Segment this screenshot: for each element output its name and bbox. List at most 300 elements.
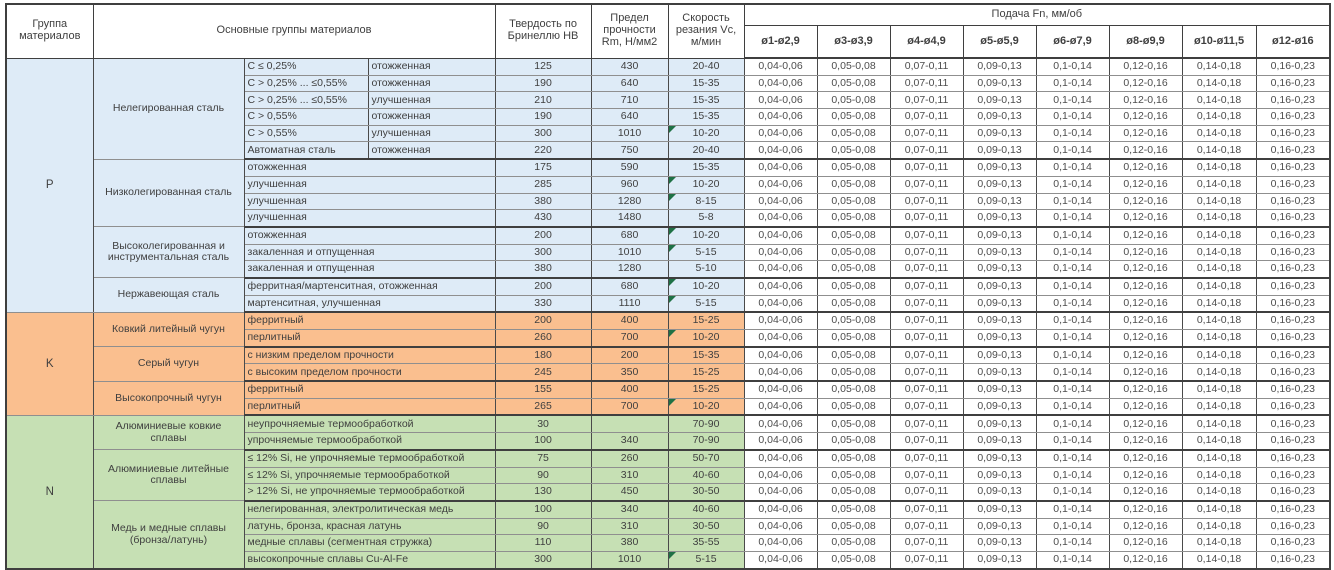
- feed-cell: 0,12-0,16: [1109, 551, 1182, 568]
- feed-cell: 0,07-0,11: [890, 467, 963, 484]
- subgroup-cell: Нержавеющая сталь: [93, 278, 244, 312]
- feed-cell: 0,14-0,18: [1182, 484, 1256, 501]
- feed-cell: 0,14-0,18: [1182, 467, 1256, 484]
- feed-cell: 0,1-0,14: [1036, 398, 1109, 415]
- feed-cell: 0,05-0,08: [817, 58, 890, 75]
- speed-cell: 20-40: [668, 142, 744, 159]
- speed-cell: 70-90: [668, 415, 744, 432]
- feed-cell: 0,05-0,08: [817, 210, 890, 227]
- feed-cell: 0,14-0,18: [1182, 176, 1256, 193]
- feed-cell: 0,12-0,16: [1109, 415, 1182, 432]
- speed-cell: 70-90: [668, 433, 744, 450]
- feed-cell: 0,16-0,23: [1256, 261, 1330, 278]
- strength-cell: 1010: [591, 244, 668, 261]
- feed-cell: 0,05-0,08: [817, 347, 890, 364]
- feed-cell: 0,09-0,13: [963, 415, 1036, 432]
- hardness-cell: 190: [495, 75, 591, 92]
- feed-cell: 0,07-0,11: [890, 518, 963, 535]
- feed-cell: 0,16-0,23: [1256, 75, 1330, 92]
- hardness-cell: 300: [495, 244, 591, 261]
- feed-cell: 0,05-0,08: [817, 92, 890, 109]
- feed-cell: 0,16-0,23: [1256, 278, 1330, 295]
- speed-cell: 8-15: [668, 193, 744, 210]
- feed-cell: 0,04-0,06: [744, 109, 817, 126]
- feed-cell: 0,07-0,11: [890, 210, 963, 227]
- feed-cell: 0,1-0,14: [1036, 109, 1109, 126]
- feed-cell: 0,05-0,08: [817, 227, 890, 244]
- feed-cell: 0,09-0,13: [963, 227, 1036, 244]
- feed-cell: 0,16-0,23: [1256, 125, 1330, 142]
- feed-cell: 0,07-0,11: [890, 193, 963, 210]
- feed-cell: 0,12-0,16: [1109, 501, 1182, 518]
- subgroup-cell: Высоколегированная и инструментальная сталь: [93, 227, 244, 278]
- table-row: [6, 501, 1330, 518]
- feed-cell: 0,07-0,11: [890, 261, 963, 278]
- speed-cell: 15-25: [668, 312, 744, 329]
- hardness-cell: 200: [495, 227, 591, 244]
- material-detail-cell: Автоматная сталь: [244, 142, 368, 159]
- strength-cell: 400: [591, 381, 668, 398]
- hardness-cell: 100: [495, 433, 591, 450]
- feed-cell: 0,12-0,16: [1109, 58, 1182, 75]
- feed-cell: 0,12-0,16: [1109, 125, 1182, 142]
- strength-cell: 1280: [591, 193, 668, 210]
- material-detail-cell: медные сплавы (сегментная стружка): [244, 535, 495, 552]
- hardness-cell: 190: [495, 109, 591, 126]
- feed-cell: 0,1-0,14: [1036, 433, 1109, 450]
- feed-cell: 0,05-0,08: [817, 381, 890, 398]
- feed-cell: 0,09-0,13: [963, 109, 1036, 126]
- speed-cell: 5-10: [668, 261, 744, 278]
- feed-cell: 0,16-0,23: [1256, 330, 1330, 347]
- feed-cell: 0,16-0,23: [1256, 501, 1330, 518]
- feed-cell: 0,16-0,23: [1256, 159, 1330, 176]
- feed-cell: 0,16-0,23: [1256, 467, 1330, 484]
- table-row: [6, 347, 1330, 364]
- material-detail-cell: закаленная и отпущенная: [244, 261, 495, 278]
- header-diameter-range: ø12-ø16: [1256, 26, 1330, 59]
- feed-cell: 0,09-0,13: [963, 347, 1036, 364]
- feed-cell: 0,07-0,11: [890, 484, 963, 501]
- feed-cell: 0,07-0,11: [890, 278, 963, 295]
- material-detail-cell: отожженная: [368, 58, 495, 75]
- hardness-cell: 125: [495, 58, 591, 75]
- feed-cell: 0,05-0,08: [817, 125, 890, 142]
- material-detail-cell: C ≤ 0,25%: [244, 58, 368, 75]
- speed-cell: 15-35: [668, 159, 744, 176]
- feed-cell: 0,07-0,11: [890, 501, 963, 518]
- feed-cell: 0,16-0,23: [1256, 433, 1330, 450]
- feed-cell: 0,04-0,06: [744, 58, 817, 75]
- feed-cell: 0,14-0,18: [1182, 92, 1256, 109]
- feed-cell: 0,16-0,23: [1256, 398, 1330, 415]
- feed-cell: 0,09-0,13: [963, 518, 1036, 535]
- feed-cell: 0,1-0,14: [1036, 347, 1109, 364]
- strength-cell: 380: [591, 535, 668, 552]
- hardness-cell: 330: [495, 295, 591, 312]
- feed-cell: 0,09-0,13: [963, 551, 1036, 568]
- feed-cell: 0,04-0,06: [744, 433, 817, 450]
- material-detail-cell: высокопрочные сплавы Cu-Al-Fe: [244, 551, 495, 568]
- strength-cell: [591, 415, 668, 432]
- subgroup-cell: Алюминиевые ковкие сплавы: [93, 415, 244, 449]
- material-detail-cell: улучшенная: [368, 125, 495, 142]
- hardness-cell: 380: [495, 261, 591, 278]
- feed-cell: 0,09-0,13: [963, 278, 1036, 295]
- feed-cell: 0,12-0,16: [1109, 433, 1182, 450]
- strength-cell: 1480: [591, 210, 668, 227]
- feed-cell: 0,1-0,14: [1036, 210, 1109, 227]
- feed-cell: 0,07-0,11: [890, 312, 963, 329]
- feed-cell: 0,05-0,08: [817, 535, 890, 552]
- feed-cell: 0,1-0,14: [1036, 450, 1109, 467]
- hardness-cell: 200: [495, 312, 591, 329]
- material-detail-cell: C > 0,25% ... ≤0,55%: [244, 75, 368, 92]
- speed-cell: 35-55: [668, 535, 744, 552]
- feed-cell: 0,04-0,06: [744, 125, 817, 142]
- feed-cell: 0,04-0,06: [744, 347, 817, 364]
- feed-cell: 0,07-0,11: [890, 347, 963, 364]
- material-detail-cell: отожженная: [368, 109, 495, 126]
- feed-cell: 0,1-0,14: [1036, 75, 1109, 92]
- feed-cell: 0,1-0,14: [1036, 193, 1109, 210]
- feed-cell: 0,09-0,13: [963, 75, 1036, 92]
- feed-cell: 0,1-0,14: [1036, 312, 1109, 329]
- feed-cell: 0,12-0,16: [1109, 347, 1182, 364]
- feed-cell: 0,05-0,08: [817, 193, 890, 210]
- strength-cell: 700: [591, 330, 668, 347]
- strength-cell: 640: [591, 109, 668, 126]
- feed-cell: 0,04-0,06: [744, 278, 817, 295]
- hardness-cell: 90: [495, 467, 591, 484]
- header-diameter-range: ø8-ø9,9: [1109, 26, 1182, 59]
- hardness-cell: 175: [495, 159, 591, 176]
- feed-cell: 0,05-0,08: [817, 142, 890, 159]
- feed-cell: 0,04-0,06: [744, 364, 817, 381]
- feed-cell: 0,14-0,18: [1182, 501, 1256, 518]
- feed-cell: 0,09-0,13: [963, 364, 1036, 381]
- feed-cell: 0,16-0,23: [1256, 450, 1330, 467]
- feed-cell: 0,14-0,18: [1182, 75, 1256, 92]
- speed-cell: 15-25: [668, 364, 744, 381]
- feed-cell: 0,12-0,16: [1109, 295, 1182, 312]
- feed-cell: 0,09-0,13: [963, 398, 1036, 415]
- feed-cell: 0,04-0,06: [744, 330, 817, 347]
- note-triangle-icon: [669, 126, 676, 133]
- table-row: [6, 312, 1330, 329]
- feed-cell: 0,05-0,08: [817, 467, 890, 484]
- feed-cell: 0,09-0,13: [963, 433, 1036, 450]
- feed-cell: 0,05-0,08: [817, 398, 890, 415]
- speed-cell: 20-40: [668, 58, 744, 75]
- feed-cell: 0,16-0,23: [1256, 58, 1330, 75]
- feed-cell: 0,1-0,14: [1036, 176, 1109, 193]
- feed-cell: 0,12-0,16: [1109, 210, 1182, 227]
- feed-cell: 0,14-0,18: [1182, 109, 1256, 126]
- speed-cell: 10-20: [668, 176, 744, 193]
- feed-cell: 0,09-0,13: [963, 501, 1036, 518]
- group-cell: N: [6, 415, 93, 568]
- note-triangle-icon: [669, 177, 676, 184]
- feed-cell: 0,1-0,14: [1036, 278, 1109, 295]
- feed-cell: 0,14-0,18: [1182, 347, 1256, 364]
- feed-cell: 0,04-0,06: [744, 501, 817, 518]
- note-triangle-icon: [669, 330, 676, 337]
- table-row: [6, 159, 1330, 176]
- feed-cell: 0,1-0,14: [1036, 467, 1109, 484]
- feed-cell: 0,04-0,06: [744, 92, 817, 109]
- speed-cell: 40-60: [668, 501, 744, 518]
- feed-cell: 0,05-0,08: [817, 501, 890, 518]
- feed-cell: 0,04-0,06: [744, 75, 817, 92]
- feed-cell: 0,04-0,06: [744, 415, 817, 432]
- hardness-cell: 245: [495, 364, 591, 381]
- feed-cell: 0,07-0,11: [890, 142, 963, 159]
- feed-cell: 0,14-0,18: [1182, 125, 1256, 142]
- header-tensile-strength: Предел прочности Rm, Н/мм2: [591, 4, 668, 58]
- feed-cell: 0,09-0,13: [963, 312, 1036, 329]
- material-detail-cell: > 12% Si, не упрочняемые термообработкой: [244, 484, 495, 501]
- feed-cell: 0,1-0,14: [1036, 551, 1109, 568]
- feed-cell: 0,12-0,16: [1109, 176, 1182, 193]
- hardness-cell: 75: [495, 450, 591, 467]
- feed-cell: 0,05-0,08: [817, 261, 890, 278]
- feed-cell: 0,07-0,11: [890, 125, 963, 142]
- feed-cell: 0,12-0,16: [1109, 398, 1182, 415]
- feed-cell: 0,1-0,14: [1036, 484, 1109, 501]
- table-body: [6, 58, 1330, 569]
- speed-cell: 10-20: [668, 125, 744, 142]
- speed-cell: 10-20: [668, 227, 744, 244]
- subgroup-cell: Алюминиевые литейные сплавы: [93, 450, 244, 501]
- feed-cell: 0,16-0,23: [1256, 142, 1330, 159]
- feed-cell: 0,07-0,11: [890, 381, 963, 398]
- hardness-cell: 260: [495, 330, 591, 347]
- feed-cell: 0,09-0,13: [963, 58, 1036, 75]
- speed-cell: 5-15: [668, 295, 744, 312]
- strength-cell: 710: [591, 92, 668, 109]
- feed-cell: 0,12-0,16: [1109, 330, 1182, 347]
- feed-cell: 0,14-0,18: [1182, 58, 1256, 75]
- hardness-cell: 430: [495, 210, 591, 227]
- material-detail-cell: улучшенная: [244, 193, 495, 210]
- feed-cell: 0,14-0,18: [1182, 330, 1256, 347]
- feed-cell: 0,14-0,18: [1182, 551, 1256, 568]
- hardness-cell: 210: [495, 92, 591, 109]
- hardness-cell: 155: [495, 381, 591, 398]
- feed-cell: 0,14-0,18: [1182, 261, 1256, 278]
- strength-cell: 400: [591, 312, 668, 329]
- feed-cell: 0,16-0,23: [1256, 347, 1330, 364]
- feed-cell: 0,16-0,23: [1256, 210, 1330, 227]
- material-detail-cell: закаленная и отпущенная: [244, 244, 495, 261]
- feed-cell: 0,14-0,18: [1182, 142, 1256, 159]
- feed-cell: 0,07-0,11: [890, 295, 963, 312]
- material-detail-cell: C > 0,55%: [244, 125, 368, 142]
- feed-cell: 0,1-0,14: [1036, 159, 1109, 176]
- speed-cell: 15-25: [668, 381, 744, 398]
- feed-cell: 0,12-0,16: [1109, 227, 1182, 244]
- feed-cell: 0,1-0,14: [1036, 261, 1109, 278]
- feed-cell: 0,12-0,16: [1109, 193, 1182, 210]
- subgroup-cell: Низколегированная сталь: [93, 159, 244, 227]
- feed-cell: 0,09-0,13: [963, 142, 1036, 159]
- feed-cell: 0,12-0,16: [1109, 142, 1182, 159]
- feed-cell: 0,12-0,16: [1109, 75, 1182, 92]
- note-triangle-icon: [669, 279, 676, 286]
- material-detail-cell: ферритная/мартенситная, отожженная: [244, 278, 495, 295]
- material-detail-cell: ≤ 12% Si, упрочняемые термообработкой: [244, 467, 495, 484]
- feed-cell: 0,09-0,13: [963, 261, 1036, 278]
- feed-cell: 0,05-0,08: [817, 312, 890, 329]
- hardness-cell: 90: [495, 518, 591, 535]
- feed-cell: 0,12-0,16: [1109, 518, 1182, 535]
- hardness-cell: 100: [495, 501, 591, 518]
- speed-cell: 15-35: [668, 75, 744, 92]
- hardness-cell: 200: [495, 278, 591, 295]
- feed-cell: 0,07-0,11: [890, 244, 963, 261]
- feed-cell: 0,16-0,23: [1256, 415, 1330, 432]
- feed-cell: 0,05-0,08: [817, 450, 890, 467]
- strength-cell: 310: [591, 467, 668, 484]
- feed-cell: 0,09-0,13: [963, 381, 1036, 398]
- feed-cell: 0,04-0,06: [744, 381, 817, 398]
- feed-cell: 0,05-0,08: [817, 364, 890, 381]
- material-detail-cell: ферритный: [244, 312, 495, 329]
- feed-cell: 0,12-0,16: [1109, 535, 1182, 552]
- material-detail-cell: отожженная: [244, 159, 495, 176]
- hardness-cell: 300: [495, 125, 591, 142]
- note-triangle-icon: [669, 399, 676, 406]
- feed-cell: 0,16-0,23: [1256, 92, 1330, 109]
- header-main-material-groups: Основные группы материалов: [93, 4, 495, 58]
- table-row: [6, 415, 1330, 432]
- material-detail-cell: отожженная: [368, 142, 495, 159]
- feed-cell: 0,1-0,14: [1036, 501, 1109, 518]
- subgroup-cell: Медь и медные сплавы (бронза/латунь): [93, 501, 244, 569]
- hardness-cell: 180: [495, 347, 591, 364]
- feed-cell: 0,1-0,14: [1036, 92, 1109, 109]
- hardness-cell: 265: [495, 398, 591, 415]
- feed-cell: 0,14-0,18: [1182, 450, 1256, 467]
- feed-cell: 0,04-0,06: [744, 551, 817, 568]
- strength-cell: 450: [591, 484, 668, 501]
- material-detail-cell: с высоким пределом прочности: [244, 364, 495, 381]
- feed-cell: 0,05-0,08: [817, 159, 890, 176]
- note-triangle-icon: [669, 552, 676, 559]
- feed-cell: 0,14-0,18: [1182, 278, 1256, 295]
- feed-cell: 0,12-0,16: [1109, 484, 1182, 501]
- strength-cell: 1010: [591, 551, 668, 568]
- table-row: [6, 58, 1330, 75]
- feed-cell: 0,09-0,13: [963, 92, 1036, 109]
- strength-cell: 680: [591, 227, 668, 244]
- speed-cell: 30-50: [668, 518, 744, 535]
- feed-cell: 0,09-0,13: [963, 295, 1036, 312]
- strength-cell: 310: [591, 518, 668, 535]
- feed-cell: 0,1-0,14: [1036, 518, 1109, 535]
- feed-cell: 0,14-0,18: [1182, 312, 1256, 329]
- feed-cell: 0,1-0,14: [1036, 295, 1109, 312]
- material-detail-cell: C > 0,55%: [244, 109, 368, 126]
- subgroup-cell: Высокопрочный чугун: [93, 381, 244, 415]
- feed-cell: 0,05-0,08: [817, 551, 890, 568]
- speed-cell: 30-50: [668, 484, 744, 501]
- feed-cell: 0,1-0,14: [1036, 535, 1109, 552]
- feed-cell: 0,14-0,18: [1182, 535, 1256, 552]
- header-feed: Подача Fn, мм/об: [744, 4, 1330, 26]
- material-detail-cell: улучшенная: [368, 92, 495, 109]
- feed-cell: 0,12-0,16: [1109, 312, 1182, 329]
- feed-cell: 0,05-0,08: [817, 415, 890, 432]
- table-row: [6, 278, 1330, 295]
- feed-cell: 0,14-0,18: [1182, 210, 1256, 227]
- strength-cell: 200: [591, 347, 668, 364]
- feed-cell: 0,04-0,06: [744, 159, 817, 176]
- feed-cell: 0,07-0,11: [890, 535, 963, 552]
- strength-cell: 1110: [591, 295, 668, 312]
- speed-cell: 50-70: [668, 450, 744, 467]
- feed-cell: 0,12-0,16: [1109, 109, 1182, 126]
- speed-cell: 10-20: [668, 398, 744, 415]
- strength-cell: 1010: [591, 125, 668, 142]
- feed-cell: 0,04-0,06: [744, 398, 817, 415]
- feed-cell: 0,09-0,13: [963, 244, 1036, 261]
- feed-cell: 0,14-0,18: [1182, 159, 1256, 176]
- feed-cell: 0,1-0,14: [1036, 125, 1109, 142]
- material-detail-cell: перлитный: [244, 398, 495, 415]
- header-diameter-range: ø5-ø5,9: [963, 26, 1036, 59]
- group-cell: P: [6, 58, 93, 312]
- feed-cell: 0,09-0,13: [963, 210, 1036, 227]
- feed-cell: 0,05-0,08: [817, 109, 890, 126]
- feed-cell: 0,1-0,14: [1036, 330, 1109, 347]
- material-detail-cell: C > 0,25% ... ≤0,55%: [244, 92, 368, 109]
- header-cutting-speed: Скорость резания Vc, м/мин: [668, 4, 744, 58]
- subgroup-cell: Серый чугун: [93, 347, 244, 381]
- strength-cell: 350: [591, 364, 668, 381]
- hardness-cell: 220: [495, 142, 591, 159]
- feed-cell: 0,16-0,23: [1256, 364, 1330, 381]
- material-detail-cell: улучшенная: [244, 210, 495, 227]
- feed-cell: 0,16-0,23: [1256, 193, 1330, 210]
- feed-cell: 0,16-0,23: [1256, 244, 1330, 261]
- feed-cell: 0,1-0,14: [1036, 58, 1109, 75]
- feed-cell: 0,14-0,18: [1182, 364, 1256, 381]
- feed-cell: 0,07-0,11: [890, 159, 963, 176]
- feed-cell: 0,09-0,13: [963, 450, 1036, 467]
- feed-cell: 0,16-0,23: [1256, 295, 1330, 312]
- feed-cell: 0,09-0,13: [963, 484, 1036, 501]
- feed-cell: 0,16-0,23: [1256, 518, 1330, 535]
- material-detail-cell: ≤ 12% Si, не упрочняемые термообработкой: [244, 450, 495, 467]
- feed-cell: 0,04-0,06: [744, 484, 817, 501]
- material-detail-cell: мартенситная, улучшенная: [244, 295, 495, 312]
- feed-cell: 0,07-0,11: [890, 176, 963, 193]
- note-triangle-icon: [669, 296, 676, 303]
- feed-cell: 0,1-0,14: [1036, 415, 1109, 432]
- feed-cell: 0,05-0,08: [817, 244, 890, 261]
- table-row: [6, 227, 1330, 244]
- speed-cell: 5-15: [668, 244, 744, 261]
- speed-cell: 15-35: [668, 347, 744, 364]
- cutting-parameters-table: [5, 3, 1331, 570]
- feed-cell: 0,05-0,08: [817, 518, 890, 535]
- feed-cell: 0,12-0,16: [1109, 467, 1182, 484]
- speed-cell: 15-35: [668, 92, 744, 109]
- strength-cell: 680: [591, 278, 668, 295]
- feed-cell: 0,09-0,13: [963, 467, 1036, 484]
